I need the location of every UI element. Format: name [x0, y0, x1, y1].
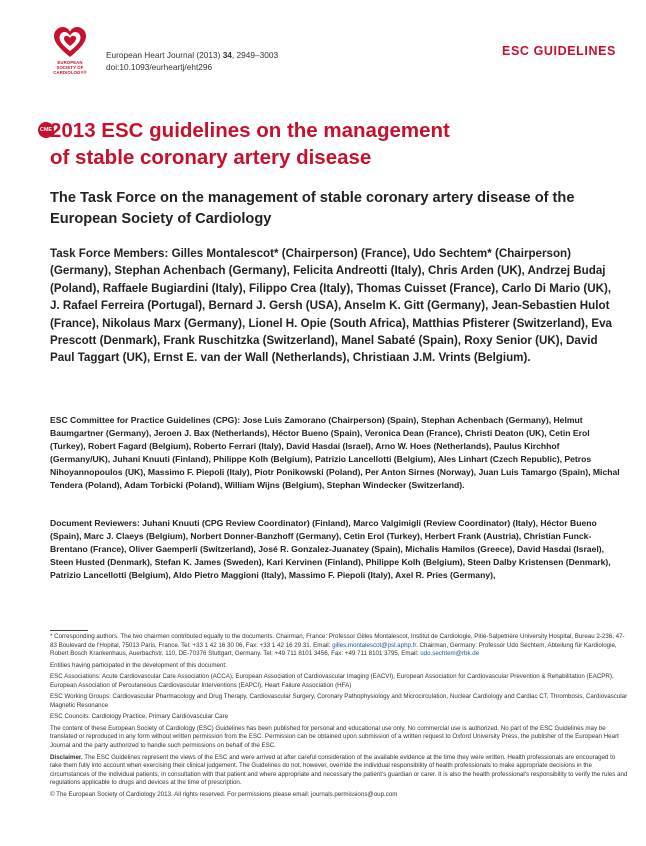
corresponding-text: * Corresponding authors. The two chairmen contributed equally to the documents. Chairman, France: Professor Gilles Montalescot, Institut de Cardiologie, Pitié-Salpetrière University Hospital, Bureau 2-236, 47-83 Boulevard de l'Hopital, 75013 Paris, France. Tel: +33 1 42 16 30 06, Fax: +33 1 42 16 29 31. Email:	[50, 633, 625, 649]
disclaimer-note	[50, 754, 628, 788]
corresponding-text-2: . Chairman, Germany: Professor Udo Sechtem, Abteilung für Kardiologie, Robert Bosch Krankenhaus, Auerbachstr. 110, DE-70376 Stuttgart, Germany. Tel: +49 711 8101 3456, Fax: +49 711 8101 3795, Email:	[50, 641, 617, 658]
document-reviewers: Document Reviewers: Juhani Knuuti (CPG Review Coordinator) (Finland), Marco Valgimigli (Review Coordinator) (Italy), Héctor Bueno (Spain), Marc J. Claeys (Belgium), Norbert Donner-Banzhoff (Germany), Cetin Erol (Turkey), Herbert Frank (Austria), Christian Funck-Brentano (France), Oliver Gaemperli (Switzerland), José R. Gonzalez-Juanatey (Spain), Michalis Hamilos (Greece), David Hasdai (Israel), Steen Husted (Denmark), Stefan K. James (Sweden), Kari Kervinen (Finland), Philippe Kolh (Belgium), Steen Dalby Kristensen (Denmark), Patrizio Lancellotti (Belgium), Aldo Pietro Maggioni (Italy), Massimo F. Piepoli (Italy), Axel R. Pries (Germany),	[50, 518, 611, 581]
logo-line-2: SOCIETY OF	[56, 65, 84, 70]
section-label: ESC GUIDELINES	[502, 44, 616, 58]
entities-note: Entities having participated in the development of this document:	[50, 661, 227, 669]
journal-citation	[106, 49, 278, 73]
esc-logo	[40, 26, 100, 88]
copyright-note: © The European Society of Cardiology 2013. All rights reserved. For permissions please email: journals.permissions@oup.com	[50, 790, 398, 798]
working-groups-note: ESC Working Groups: Cardiovascular Pharmacology and Drug Therapy, Cardiovascular Surgery, Coronary Pathophysiology and Microcirculation, Nuclear Cardiology and Cardiac CT, Thrombosis, Cardiovascular Magnetic Resonance	[50, 693, 628, 709]
doi: doi:10.1093/eurheartj/eht296	[106, 62, 213, 72]
logo-line-3: CARDIOLOGY®	[53, 70, 87, 75]
disclaimer-text: The ESC Guidelines represent the views of the ESC and were arrived at after careful consideration of the available evidence at the time they were written. Health professionals are encouraged to take them fully into account when exercising their clinical judgement. The Guidelines do not, however, override the individual responsibility of health professionals to make appropriate decisions in the circumstances of the individual patients, in consultation with that patient and where appropriate and necessary the patient's guardian or carer. It is also the health professional's responsibility to verify the rules and regulations applicable to drugs and devices at the time of prescription.	[50, 753, 628, 787]
title-line-2: of stable coronary artery disease	[50, 146, 372, 169]
page-title	[50, 117, 610, 171]
email-link-sechtem[interactable]: udo.sechtem@rbk.de	[420, 650, 480, 658]
task-force-members: Task Force Members: Gilles Montalescot* (Chairperson) (France), Udo Sechtem* (Chairperson) (Germany), Stephan Achenbach (Germany), Felicita Andreotti (Italy), Chris Arden (UK), Andrzej Budaj (Poland), Raffaele Bugiardini (Italy), Filippo Crea (Italy), Thomas Cuisset (France), Carlo Di Mario (UK), J. Rafael Ferreira (Portugal), Bernard J. Gersh (USA), Anselm K. Gitt (Germany), Jean-Sebastien Hulot (France), Nikolaus Marx (Germany), Lionel H. Opie (South Africa), Matthias Pfisterer (Switzerland), Eva Prescott (Denmark), Frank Ruschitzka (Switzerland), Manel Sabaté (Spain), Roxy Senior (UK), David Paul Taggart (UK), Ernst E. van der Wall (Netherlands), Christiaan J.M. Vrints (Belgium).	[50, 247, 612, 365]
footnote-divider	[50, 630, 88, 631]
cpg-committee: ESC Committee for Practice Guidelines (CPG): Jose Luis Zamorano (Chairperson) (Spain), Stephan Achenbach (Germany), Helmut Baumgartner (Germany), Jeroen J. Bax (Netherlands), Héctor Bueno (Spain), Veronica Dean (France), Christi Deaton (UK), Cetin Erol (Turkey), Robert Fagard (Belgium), Roberto Ferrari (Italy), David Hasdai (Israel), Arno W. Hoes (Netherlands), Paulus Kirchhof (Germany/UK), Juhani Knuuti (Finland), Philippe Kolh (Belgium), Patrizio Lancellotti (Belgium), Ales Linhart (Czech Republic), Petros Nihoyannopoulos (UK), Massimo F. Piepoli (Italy), Piotr Ponikowski (Poland), Per Anton Sirnes (Norway), Juan Luis Tamargo (Spain), Michal Tendera (Poland), Adam Torbicki (Poland), William Wijns (Belgium), Stephan Windecker (Switzerland).	[50, 415, 620, 491]
heart-logo-icon	[53, 26, 87, 60]
footnotes	[50, 633, 628, 802]
journal-citation-prefix: European Heart Journal (2013)	[106, 50, 223, 60]
cme-badge-icon: CME	[38, 122, 54, 138]
subtitle: The Task Force on the management of stable coronary artery disease of the European Society of Cardiology	[50, 190, 575, 227]
journal-pages: , 2949–3003	[231, 50, 279, 60]
councils-note: ESC Councils: Cardiology Practice, Primary Cardiovascular Care	[50, 713, 229, 721]
content-note: The content of these European Society of Cardiology (ESC) Guidelines has been published for personal and educational use only. No commercial use is authorized. No part of the ESC Guidelines may be translated or reproduced in any form without written permission from the ESC. Permission can be obtained upon submission of a written request to Oxford University Press, the publisher of the European Heart Journal and the party authorized to handle such permissions on behalf of the ESC.	[50, 724, 619, 750]
disclaimer-label: Disclaimer.	[50, 753, 83, 761]
email-link-montalescot[interactable]: gilles.montalescot@psl.aphp.fr	[332, 641, 417, 649]
corresponding-authors-note	[50, 633, 628, 659]
associations-note: ESC Associations: Acute Cardiovascular Care Association (ACCA), European Association of Cardiovascular Imaging (EACVI), European Association for Cardiovascular Prevention & Rehabilitation (EACPR), European Association of Percutaneous Cardiovascular Interventions (EAPCI), Heart Failure Association (HFA)	[50, 673, 614, 689]
title-line-1: 2013 ESC guidelines on the management	[50, 119, 450, 142]
journal-volume: 34	[222, 50, 232, 60]
logo-line-1: EUROPEAN	[57, 60, 83, 65]
page-header	[0, 0, 646, 100]
